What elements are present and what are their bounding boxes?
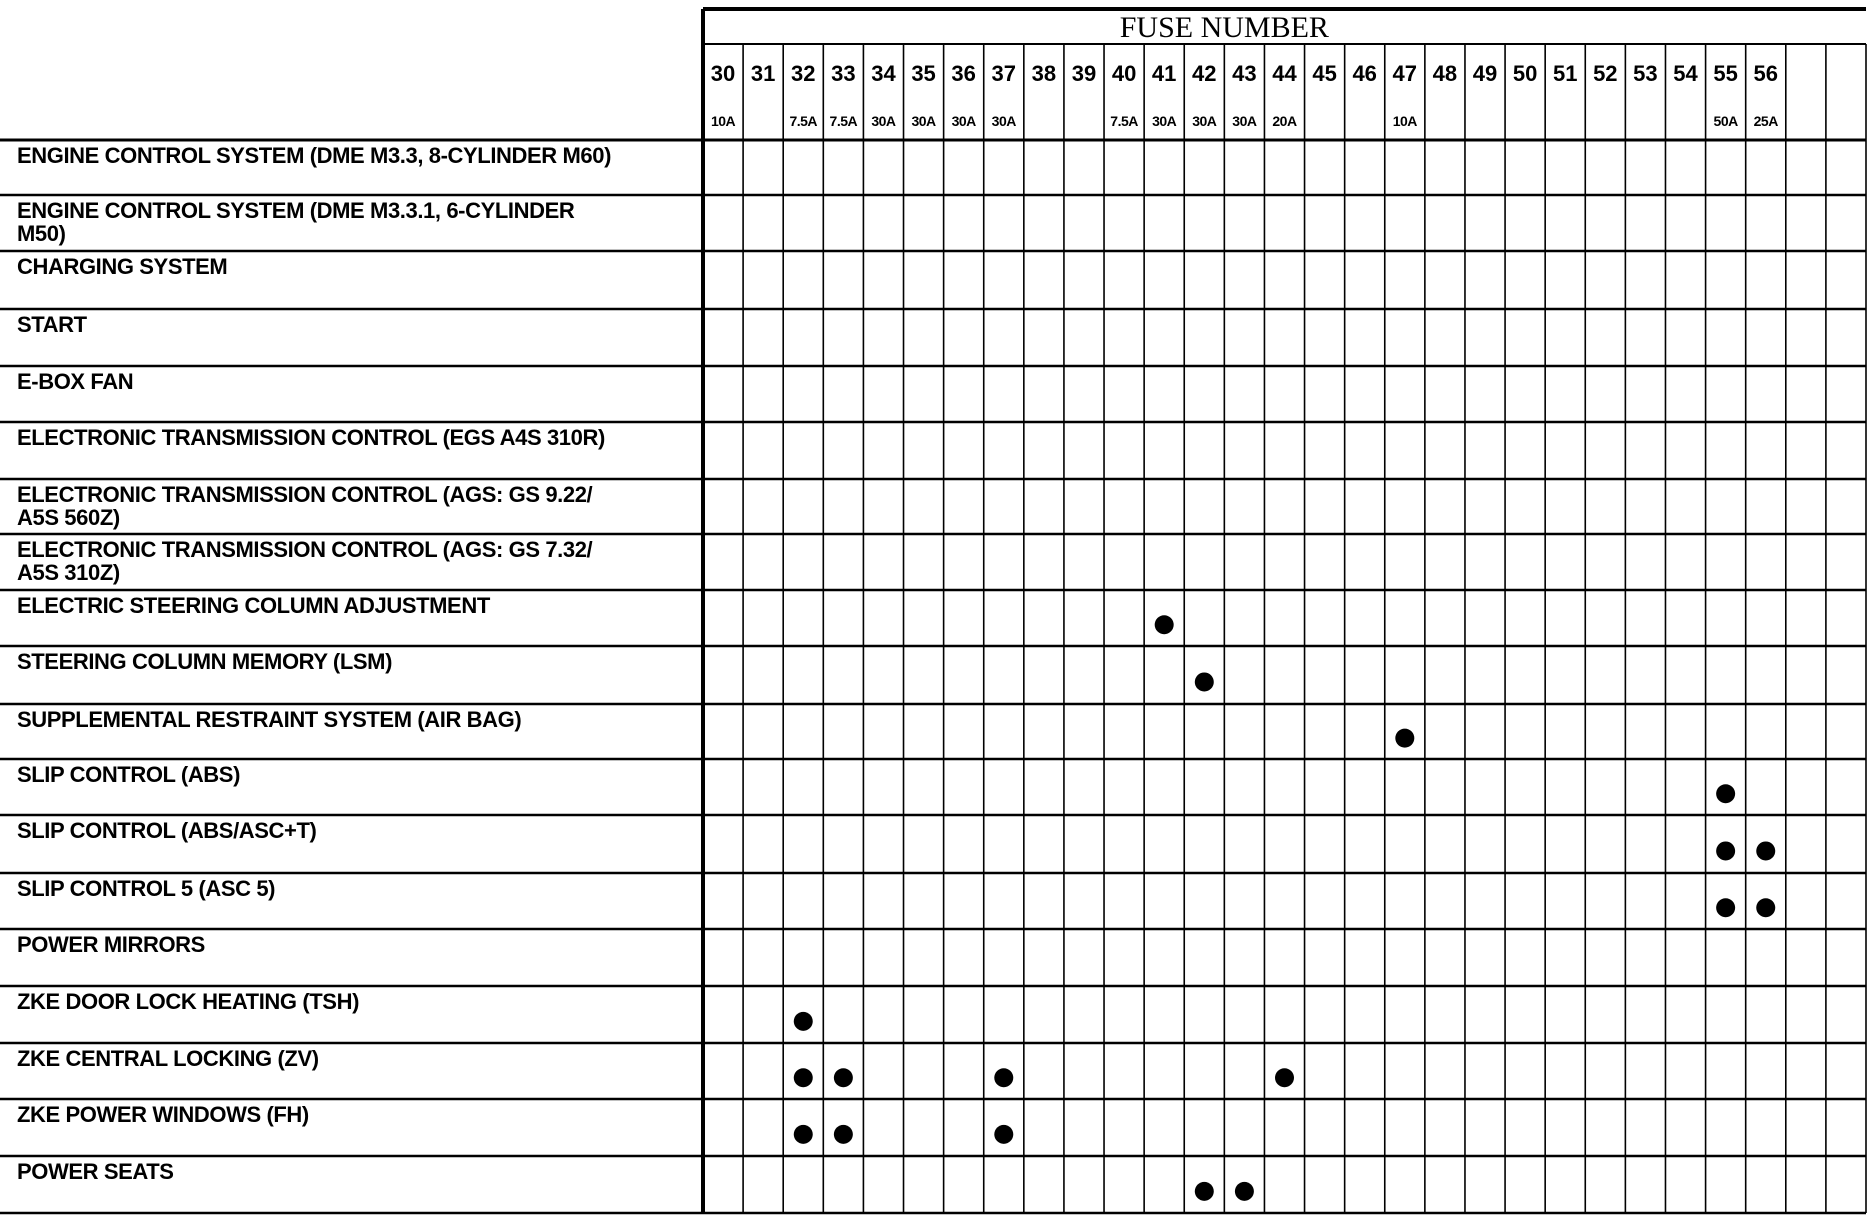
- fuse-dot-marker: [1195, 1182, 1214, 1201]
- fuse-number: 39: [1071, 61, 1097, 86]
- fuse-number: 38: [1031, 61, 1057, 86]
- fuse-rating: 30A: [871, 113, 896, 129]
- fuse-dot-marker: [1155, 615, 1174, 634]
- fuse-number: 44: [1272, 61, 1297, 86]
- fuse-dot-marker: [994, 1125, 1013, 1144]
- fuse-number: 51: [1552, 61, 1578, 86]
- fuse-dot-marker: [994, 1068, 1013, 1087]
- fuse-number: 30: [710, 61, 736, 86]
- fuse-dot-marker: [794, 1012, 813, 1031]
- fuse-rating: 30A: [1192, 113, 1217, 129]
- fuse-number: 40: [1111, 61, 1137, 86]
- system-label: ELECTRONIC TRANSMISSION CONTROL (EGS A4S 310R): [17, 426, 605, 450]
- fuse-number: 35: [911, 61, 936, 86]
- system-label: START: [17, 313, 87, 337]
- fuse-rating: 20A: [1272, 113, 1297, 129]
- fuse-number: 54: [1673, 61, 1698, 86]
- fuse-dot-marker: [1275, 1068, 1294, 1087]
- system-label: ZKE POWER WINDOWS (FH): [17, 1103, 309, 1127]
- fuse-number: 55: [1713, 61, 1738, 86]
- fuse-number: 37: [991, 61, 1016, 86]
- fuse-rating: 7.5A: [789, 113, 818, 129]
- fuse-rating: 7.5A: [829, 113, 858, 129]
- fuse-dot-marker: [794, 1068, 813, 1087]
- fuse-number: 46: [1352, 61, 1377, 86]
- fuse-number: 52: [1593, 61, 1618, 86]
- system-label: SUPPLEMENTAL RESTRAINT SYSTEM (AIR BAG): [17, 708, 522, 732]
- fuse-dot-marker: [834, 1068, 853, 1087]
- system-label: ELECTRIC STEERING COLUMN ADJUSTMENT: [17, 594, 490, 618]
- system-label: E-BOX FAN: [17, 370, 134, 394]
- system-label: SLIP CONTROL (ABS/ASC+T): [17, 819, 317, 843]
- fuse-dot-marker: [1756, 841, 1775, 860]
- system-label: ENGINE CONTROL SYSTEM (DME M3.3, 8-CYLINDER M60): [17, 144, 612, 168]
- fuse-rating: 10A: [1392, 113, 1417, 129]
- system-label: SLIP CONTROL 5 (ASC 5): [17, 877, 276, 901]
- fuse-rating: 30A: [1152, 113, 1177, 129]
- system-label: SLIP CONTROL (ABS): [17, 763, 240, 787]
- fuse-number: 33: [831, 61, 856, 86]
- fuse-dot-marker: [1716, 784, 1735, 803]
- fuse-rating: 10A: [710, 113, 736, 129]
- fuse-number: 56: [1753, 61, 1778, 86]
- fuse-rating: 30A: [991, 113, 1016, 129]
- fuse-rating: 25A: [1753, 113, 1778, 129]
- fuse-rating: 30A: [911, 113, 936, 129]
- system-label: ZKE DOOR LOCK HEATING (TSH): [17, 990, 359, 1014]
- fuse-number: 53: [1633, 61, 1658, 86]
- fuse-number: 48: [1432, 61, 1458, 86]
- fuse-dot-marker: [1195, 672, 1214, 691]
- fuse-number: 32: [791, 61, 816, 86]
- fuse-number: 34: [871, 61, 896, 86]
- fuse-rating: 7.5A: [1110, 113, 1138, 129]
- fuse-number: 43: [1232, 61, 1257, 86]
- fuse-number: 31: [750, 61, 776, 86]
- chart-title: FUSE NUMBER: [1119, 11, 1329, 44]
- system-label: ELECTRONIC TRANSMISSION CONTROL (AGS: GS 9.22/ A5S 560Z): [17, 483, 593, 530]
- system-label: ZKE CENTRAL LOCKING (ZV): [17, 1047, 319, 1071]
- fuse-number: 45: [1312, 61, 1337, 86]
- fuse-dot-marker: [834, 1125, 853, 1144]
- system-label: POWER SEATS: [17, 1160, 174, 1184]
- fuse-number: 41: [1151, 61, 1177, 86]
- fuse-dot-marker: [1716, 898, 1735, 917]
- fuse-number: 49: [1472, 61, 1498, 86]
- fuse-dot-marker: [1235, 1182, 1254, 1201]
- fuse-dot-marker: [1716, 841, 1735, 860]
- fuse-number: 36: [951, 61, 976, 86]
- fuse-dot-marker: [794, 1125, 813, 1144]
- fuse-dot-marker: [1395, 729, 1414, 748]
- fuse-number: 47: [1392, 61, 1418, 86]
- fuse-rating: 30A: [951, 113, 976, 129]
- system-label: ELECTRONIC TRANSMISSION CONTROL (AGS: GS 7.32/ A5S 310Z): [17, 538, 593, 585]
- system-label: POWER MIRRORS: [17, 933, 205, 957]
- system-label: STEERING COLUMN MEMORY (LSM): [17, 650, 393, 674]
- fuse-dot-marker: [1756, 898, 1775, 917]
- fuse-rating: 50A: [1713, 113, 1738, 129]
- fuse-number: 50: [1512, 61, 1538, 86]
- fuse-rating: 30A: [1232, 113, 1257, 129]
- fuse-number: 42: [1192, 61, 1217, 86]
- system-label: ENGINE CONTROL SYSTEM (DME M3.3.1, 6-CYLINDER M50): [17, 199, 575, 246]
- system-label: CHARGING SYSTEM: [17, 255, 228, 279]
